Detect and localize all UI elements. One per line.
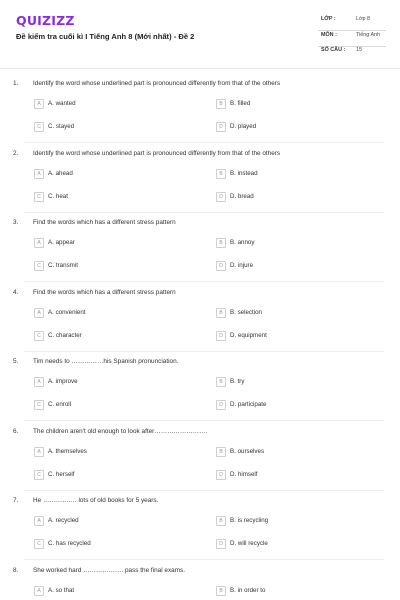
question-number: 5.: [13, 358, 19, 365]
answer-option-d[interactable]: [216, 192, 366, 202]
meta-subject-value: Tiếng Anh: [356, 32, 381, 38]
option-text: B. instead: [230, 170, 258, 177]
answer-option-a[interactable]: [34, 238, 184, 248]
question-divider: [24, 490, 384, 491]
option-letter-box: D: [216, 192, 226, 202]
option-text: D. participate: [230, 401, 267, 408]
question-number: 4.: [13, 289, 19, 296]
question-divider: [24, 351, 384, 352]
question-number: 2.: [13, 150, 19, 157]
question-text: She worked hard ………………. pass the final exams.: [33, 567, 186, 574]
option-letter-box: C: [34, 470, 44, 480]
option-text: C. heat: [48, 193, 68, 200]
quizizz-logo: QUIZIZZ: [16, 13, 75, 28]
answer-option-a[interactable]: [34, 99, 184, 109]
question-text: The children aren't old enough to look after…………………….: [33, 428, 208, 435]
answer-option-d[interactable]: [216, 331, 366, 341]
option-text: A. wanted: [48, 100, 76, 107]
question-number: 3.: [13, 219, 19, 226]
answer-option-c[interactable]: [34, 192, 184, 202]
answer-option-b[interactable]: [216, 447, 366, 457]
option-letter-box: B: [216, 169, 226, 179]
answer-option-c[interactable]: [34, 122, 184, 132]
answer-option-a[interactable]: [34, 516, 184, 526]
answer-option-b[interactable]: [216, 238, 366, 248]
option-text: C. stayed: [48, 123, 75, 130]
question-text: He ……………. lots of old books for 5 years.: [33, 497, 159, 504]
option-text: A. recycled: [48, 517, 79, 524]
meta-count-value: 15: [356, 47, 362, 53]
option-letter-box: B: [216, 447, 226, 457]
meta-count-label: SỐ CÂU :: [321, 47, 346, 53]
question-text: Identify the word whose underlined part is pronounced differently from that of the others: [33, 150, 281, 157]
answer-option-c[interactable]: [34, 400, 184, 410]
option-text: D. injure: [230, 262, 254, 269]
option-letter-box: D: [216, 331, 226, 341]
option-letter-box: B: [216, 586, 226, 596]
answer-option-a[interactable]: [34, 308, 184, 318]
option-letter-box: D: [216, 539, 226, 549]
question-divider: [24, 281, 384, 282]
option-letter-box: A: [34, 99, 44, 109]
option-letter-box: B: [216, 308, 226, 318]
option-letter-box: D: [216, 400, 226, 410]
answer-option-b[interactable]: [216, 169, 366, 179]
option-letter-box: C: [34, 400, 44, 410]
option-text: C. has recycled: [48, 540, 91, 547]
document-title: Đề kiểm tra cuối kì I Tiếng Anh 8 (Mới nhất) - Đề 2: [16, 32, 195, 41]
answer-option-b[interactable]: [216, 308, 366, 318]
option-letter-box: C: [34, 539, 44, 549]
option-letter-box: A: [34, 377, 44, 387]
option-letter-box: C: [34, 331, 44, 341]
option-text: C. character: [48, 332, 82, 339]
option-text: B. filled: [230, 100, 251, 107]
option-text: C. enroll: [48, 401, 72, 408]
option-letter-box: D: [216, 122, 226, 132]
answer-option-b[interactable]: [216, 516, 366, 526]
option-text: A. so that: [48, 587, 75, 594]
option-text: B. ourselves: [230, 448, 265, 455]
option-letter-box: B: [216, 516, 226, 526]
option-text: D. bread: [230, 193, 254, 200]
option-text: D. himself: [230, 471, 258, 478]
option-text: A. improve: [48, 378, 78, 385]
option-letter-box: B: [216, 377, 226, 387]
option-text: B. try: [230, 378, 245, 385]
option-letter-box: A: [34, 169, 44, 179]
option-letter-box: A: [34, 586, 44, 596]
option-letter-box: A: [34, 308, 44, 318]
answer-option-a[interactable]: [34, 377, 184, 387]
answer-option-c[interactable]: [34, 261, 184, 271]
question-number: 1.: [13, 80, 19, 87]
question-text: Identify the word whose underlined part is pronounced differently from that of the others: [33, 80, 281, 87]
option-letter-box: D: [216, 470, 226, 480]
option-text: A. appear: [48, 239, 75, 246]
answer-option-d[interactable]: [216, 261, 366, 271]
option-letter-box: A: [34, 238, 44, 248]
option-text: A. themselves: [48, 448, 87, 455]
meta-class-value: Lớp 8: [356, 16, 371, 22]
option-text: C. herself: [48, 471, 75, 478]
option-text: D. will recycle: [230, 540, 268, 547]
answer-option-d[interactable]: [216, 400, 366, 410]
option-text: A. ahead: [48, 170, 73, 177]
answer-option-a[interactable]: [34, 169, 184, 179]
answer-option-c[interactable]: [34, 331, 184, 341]
option-letter-box: C: [34, 122, 44, 132]
answer-option-d[interactable]: [216, 539, 366, 549]
option-text: D. played: [230, 123, 257, 130]
answer-option-b[interactable]: [216, 377, 366, 387]
option-letter-box: B: [216, 238, 226, 248]
header-divider: [0, 68, 400, 69]
option-letter-box: C: [34, 192, 44, 202]
answer-option-c[interactable]: [34, 470, 184, 480]
answer-option-d[interactable]: [216, 470, 366, 480]
option-text: B. annoy: [230, 239, 255, 246]
answer-option-a[interactable]: [34, 586, 184, 596]
meta-class-label: LỚP :: [321, 16, 336, 22]
answer-option-b[interactable]: [216, 99, 366, 109]
option-text: D. equipment: [230, 332, 267, 339]
option-text: B. in order to: [230, 587, 266, 594]
answer-option-a[interactable]: [34, 447, 184, 457]
option-text: A. convenient: [48, 309, 86, 316]
meta-subject-label: MÔN :: [321, 32, 337, 38]
option-text: B. selection: [230, 309, 262, 316]
answer-option-d[interactable]: [216, 122, 366, 132]
option-letter-box: C: [34, 261, 44, 271]
question-text: Find the words which has a different stress pattern: [33, 289, 176, 296]
option-letter-box: B: [216, 99, 226, 109]
option-text: B. is recycling: [230, 517, 269, 524]
question-text: Find the words which has a different stress pattern: [33, 219, 176, 226]
meta-class-row: [318, 14, 386, 31]
answer-option-c[interactable]: [34, 539, 184, 549]
answer-option-b[interactable]: [216, 586, 366, 596]
option-letter-box: D: [216, 261, 226, 271]
option-letter-box: A: [34, 447, 44, 457]
question-number: 6.: [13, 428, 19, 435]
question-number: 7.: [13, 497, 19, 504]
option-text: C. transmit: [48, 262, 78, 269]
meta-count-row: [318, 45, 386, 61]
question-divider: [24, 212, 384, 213]
question-number: 8.: [13, 567, 19, 574]
question-divider: [24, 559, 384, 560]
option-letter-box: A: [34, 516, 44, 526]
question-text: Tim needs to ……………his Spanish pronunciation.: [33, 358, 179, 365]
question-divider: [24, 142, 384, 143]
question-divider: [24, 420, 384, 421]
